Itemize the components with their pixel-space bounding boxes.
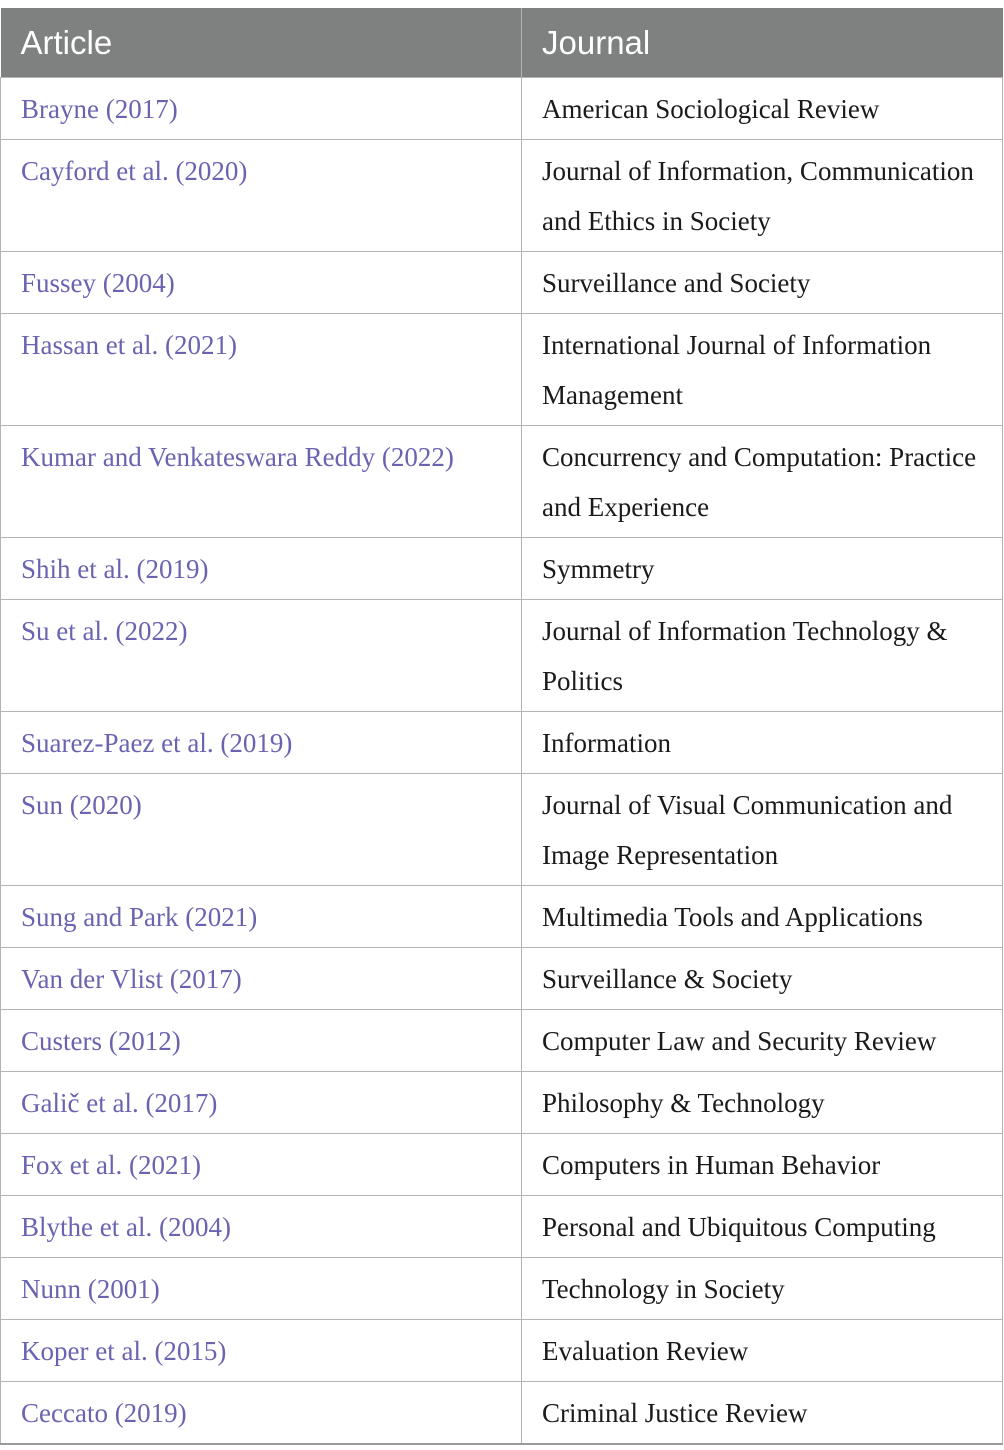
table-row xyxy=(1,538,1003,600)
article-link[interactable]: Fox et al. (2021) xyxy=(1,1134,522,1196)
table-row xyxy=(1,252,1003,314)
table-row xyxy=(1,948,1003,1010)
article-link[interactable]: Sun (2020) xyxy=(1,774,522,886)
table-row xyxy=(1,314,1003,426)
article-link[interactable]: Custers (2012) xyxy=(1,1010,522,1072)
header-row xyxy=(1,8,1003,78)
article-link[interactable]: Brayne (2017) xyxy=(1,78,522,140)
table-row xyxy=(1,1134,1003,1196)
journal-cell: Concurrency and Computation: Practice and Experience xyxy=(522,426,1003,538)
article-link[interactable]: Fussey (2004) xyxy=(1,252,522,314)
article-link[interactable]: Blythe et al. (2004) xyxy=(1,1196,522,1258)
journal-cell: Personal and Ubiquitous Computing xyxy=(522,1196,1003,1258)
article-link[interactable]: Su et al. (2022) xyxy=(1,600,522,712)
table-body xyxy=(1,78,1003,1445)
table-row xyxy=(1,1010,1003,1072)
journal-cell: Criminal Justice Review xyxy=(522,1382,1003,1445)
journal-cell: American Sociological Review xyxy=(522,78,1003,140)
journal-cell: Surveillance & Society xyxy=(522,948,1003,1010)
article-link[interactable]: Galič et al. (2017) xyxy=(1,1072,522,1134)
table-row xyxy=(1,886,1003,948)
article-link[interactable]: Nunn (2001) xyxy=(1,1258,522,1320)
table-row xyxy=(1,1072,1003,1134)
article-link[interactable]: Sung and Park (2021) xyxy=(1,886,522,948)
article-link[interactable]: Ceccato (2019) xyxy=(1,1382,522,1445)
table-row xyxy=(1,1320,1003,1382)
journal-cell: Computer Law and Security Review xyxy=(522,1010,1003,1072)
journal-cell: Philosophy & Technology xyxy=(522,1072,1003,1134)
table-row xyxy=(1,140,1003,252)
journal-cell: Surveillance and Society xyxy=(522,252,1003,314)
journal-cell: Journal of Information, Communication and Ethics in Society xyxy=(522,140,1003,252)
journal-cell: Evaluation Review xyxy=(522,1320,1003,1382)
article-link[interactable]: Suarez-Paez et al. (2019) xyxy=(1,712,522,774)
journal-cell: Journal of Visual Communication and Image Representation xyxy=(522,774,1003,886)
table-row xyxy=(1,426,1003,538)
table-row xyxy=(1,712,1003,774)
table-row xyxy=(1,774,1003,886)
journal-cell: Multimedia Tools and Applications xyxy=(522,886,1003,948)
journal-cell: Technology in Society xyxy=(522,1258,1003,1320)
article-link[interactable]: Hassan et al. (2021) xyxy=(1,314,522,426)
table-row xyxy=(1,1258,1003,1320)
article-journal-table-container xyxy=(0,8,1002,1445)
article-link[interactable]: Kumar and Venkateswara Reddy (2022) xyxy=(1,426,522,538)
article-column-header: Article xyxy=(1,8,522,78)
article-link[interactable]: Koper et al. (2015) xyxy=(1,1320,522,1382)
article-link[interactable]: Shih et al. (2019) xyxy=(1,538,522,600)
table-row xyxy=(1,1196,1003,1258)
journal-cell: Journal of Information Technology & Politics xyxy=(522,600,1003,712)
table-row xyxy=(1,78,1003,140)
table-row xyxy=(1,1382,1003,1445)
journal-cell: Information xyxy=(522,712,1003,774)
table-row xyxy=(1,600,1003,712)
journal-cell: Symmetry xyxy=(522,538,1003,600)
table-header xyxy=(1,8,1003,78)
article-journal-table xyxy=(0,8,1003,1445)
article-link[interactable]: Van der Vlist (2017) xyxy=(1,948,522,1010)
journal-cell: Computers in Human Behavior xyxy=(522,1134,1003,1196)
journal-column-header: Journal xyxy=(522,8,1003,78)
article-link[interactable]: Cayford et al. (2020) xyxy=(1,140,522,252)
journal-cell: International Journal of Information Management xyxy=(522,314,1003,426)
